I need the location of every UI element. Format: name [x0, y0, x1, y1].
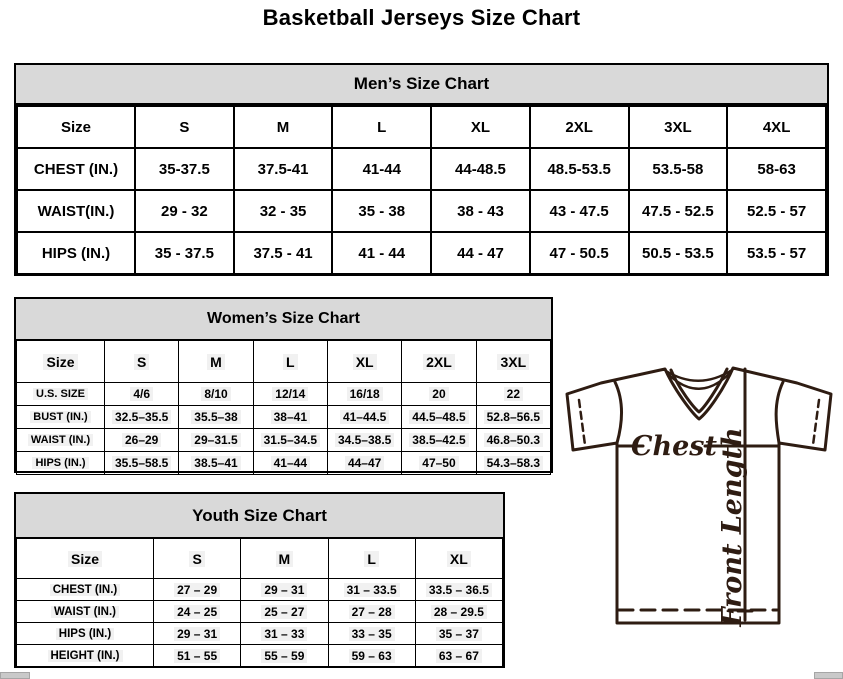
column-header-text: 3XL [497, 354, 529, 370]
size-value-text: 24 – 25 [174, 605, 220, 619]
size-value-text: 35-37.5 [158, 160, 210, 178]
column-header [154, 539, 241, 579]
size-value [327, 406, 401, 429]
size-value [476, 406, 550, 429]
size-value [431, 190, 530, 232]
size-value-text: 29 – 31 [261, 583, 307, 597]
column-header-row [17, 106, 826, 148]
size-value [241, 601, 328, 623]
table-row [17, 232, 826, 274]
size-column-header-text: Size [60, 118, 91, 136]
size-value-text: 37.5-41 [257, 160, 309, 178]
size-value [629, 232, 728, 274]
size-value-text: 38 - 43 [457, 202, 504, 220]
size-value-text: 46.8–50.3 [484, 433, 543, 447]
table-row [17, 579, 503, 601]
size-value [727, 148, 826, 190]
column-header [328, 539, 415, 579]
size-value [629, 190, 728, 232]
size-value [241, 579, 328, 601]
size-value [328, 601, 415, 623]
size-value [476, 429, 550, 452]
size-value [154, 645, 241, 667]
column-header [327, 341, 401, 383]
size-value [332, 148, 431, 190]
size-value-text: 44-48.5 [455, 160, 506, 178]
size-value [179, 406, 253, 429]
size-value-text: 31 – 33 [261, 627, 307, 641]
size-value-text: 50.5 - 53.5 [642, 244, 714, 262]
size-value-text: 38.5–42.5 [409, 433, 468, 447]
size-value-text: 35 - 38 [358, 202, 406, 220]
size-value-text: 27 – 28 [349, 605, 395, 619]
size-value-text: 58-63 [757, 160, 796, 178]
column-header-text: XL [353, 354, 377, 370]
size-value-text: 12/14 [272, 387, 308, 401]
size-value-text: 27 – 29 [174, 583, 220, 597]
column-header [402, 341, 476, 383]
row-label [17, 579, 154, 601]
mens-size-table [16, 105, 827, 275]
column-header [105, 341, 179, 383]
size-value-text: 55 – 59 [261, 649, 307, 663]
column-header-text: M [207, 354, 225, 370]
size-value [234, 148, 333, 190]
size-value [415, 623, 502, 645]
column-header [179, 341, 253, 383]
size-value-text: 41–44.5 [340, 410, 389, 424]
size-value [328, 645, 415, 667]
table-row [17, 406, 551, 429]
size-value [241, 623, 328, 645]
size-value [727, 190, 826, 232]
size-value [327, 452, 401, 475]
size-value [135, 148, 234, 190]
column-header [415, 539, 502, 579]
row-label-text: BUST (IN.) [30, 411, 90, 423]
column-header [234, 106, 333, 148]
size-value-text: 22 [504, 387, 523, 401]
column-header [629, 106, 728, 148]
size-value [154, 601, 241, 623]
size-value [234, 232, 333, 274]
mens-size-chart [14, 63, 829, 276]
size-value [402, 406, 476, 429]
column-header-text: XL [470, 118, 491, 136]
row-label-text: HEIGHT (IN.) [48, 650, 123, 662]
size-value-text: 59 – 63 [349, 649, 395, 663]
size-value-text: 35.5–38 [191, 410, 240, 424]
row-label [17, 148, 135, 190]
size-value [332, 190, 431, 232]
size-value [327, 383, 401, 406]
row-label [17, 429, 105, 452]
size-value [328, 579, 415, 601]
size-value [105, 452, 179, 475]
size-value-text: 51 – 55 [174, 649, 220, 663]
column-header [135, 106, 234, 148]
jersey-outline-icon [567, 368, 831, 623]
size-value [105, 383, 179, 406]
column-header-text: S [179, 118, 190, 136]
table-row [17, 429, 551, 452]
size-value-text: 4/6 [130, 387, 153, 401]
size-value-text: 43 - 47.5 [549, 202, 609, 220]
size-value-text: 63 – 67 [436, 649, 482, 663]
table-row [17, 383, 551, 406]
size-value-text: 29–31.5 [191, 433, 240, 447]
womens-size-chart [14, 297, 553, 473]
size-value-text: 31 – 33.5 [344, 583, 400, 597]
size-value [105, 429, 179, 452]
size-value [332, 232, 431, 274]
column-header [241, 539, 328, 579]
size-value-text: 52.5 - 57 [747, 202, 807, 220]
table-row [17, 148, 826, 190]
size-value-text: 44.5–48.5 [409, 410, 468, 424]
size-value [253, 452, 327, 475]
size-value [476, 452, 550, 475]
column-header-text: S [134, 354, 149, 370]
size-value-text: 41-44 [362, 160, 401, 178]
row-label-text: CHEST (IN.) [50, 584, 121, 596]
column-header-text: L [283, 354, 298, 370]
size-value-text: 54.3–58.3 [484, 456, 543, 470]
column-header [476, 341, 550, 383]
size-value-text: 53.5 - 57 [747, 244, 807, 262]
size-value-text: 47.5 - 52.5 [642, 202, 714, 220]
row-label-text: HIPS (IN.) [32, 457, 88, 469]
size-value [415, 601, 502, 623]
row-label [17, 452, 105, 475]
size-value [402, 452, 476, 475]
row-label [17, 623, 154, 645]
size-column-header-text: Size [43, 354, 77, 370]
size-value [727, 232, 826, 274]
row-label-text: CHEST (IN.) [33, 160, 119, 178]
size-value [241, 645, 328, 667]
column-header-row [17, 539, 503, 579]
table-row [17, 601, 503, 623]
size-value-text: 16/18 [347, 387, 383, 401]
size-value-text: 35.5–58.5 [112, 456, 171, 470]
column-header [253, 341, 327, 383]
size-value [530, 148, 629, 190]
youth-size-chart [14, 492, 505, 668]
size-value [530, 232, 629, 274]
size-value-text: 29 – 31 [174, 627, 220, 641]
size-value [431, 232, 530, 274]
row-label-text: HIPS (IN.) [56, 628, 114, 640]
size-value [135, 190, 234, 232]
column-header-text: S [189, 551, 204, 567]
jersey-measurement-diagram [555, 355, 843, 645]
table-row [17, 190, 826, 232]
horizontal-scrollbar-fragment-right[interactable] [814, 672, 843, 679]
table-row [17, 452, 551, 475]
row-label-text: HIPS (IN.) [41, 244, 111, 262]
size-value [328, 623, 415, 645]
column-header-text: 3XL [664, 118, 692, 136]
youth-size-table [16, 538, 503, 667]
size-value [154, 623, 241, 645]
column-header-text: 2XL [423, 354, 455, 370]
size-value-text: 28 – 29.5 [431, 605, 487, 619]
size-value [154, 579, 241, 601]
size-value [402, 429, 476, 452]
size-value [629, 148, 728, 190]
size-value-text: 32 - 35 [259, 202, 307, 220]
row-label-text: WAIST(IN.) [37, 202, 115, 220]
column-header-text: L [377, 118, 387, 136]
size-value-text: 38–41 [271, 410, 310, 424]
size-value [402, 383, 476, 406]
page-title: Basketball Jerseys Size Chart [262, 5, 581, 30]
mens-chart-title: Men’s Size Chart [16, 65, 827, 105]
size-value-text: 31.5–34.5 [261, 433, 320, 447]
front-length-label: Front Length [717, 427, 748, 627]
size-value-text: 8/10 [201, 387, 230, 401]
size-value-text: 52.8–56.5 [484, 410, 543, 424]
row-label-text: WAIST (IN.) [28, 434, 93, 446]
size-value-text: 53.5-58 [652, 160, 704, 178]
size-value-text: 44 - 47 [457, 244, 504, 262]
size-value [327, 429, 401, 452]
size-value-text: 33.5 – 36.5 [426, 583, 492, 597]
size-value-text: 34.5–38.5 [335, 433, 394, 447]
column-header-text: L [364, 551, 379, 567]
size-value-text: 35 – 37 [436, 627, 482, 641]
size-value-text: 25 – 27 [261, 605, 307, 619]
row-label [17, 383, 105, 406]
size-value-text: 26–29 [122, 433, 161, 447]
size-value-text: 35 - 37.5 [154, 244, 214, 262]
column-header-text: 2XL [565, 118, 593, 136]
column-header [431, 106, 530, 148]
row-label-text: WAIST (IN.) [51, 606, 119, 618]
size-value [179, 429, 253, 452]
horizontal-scrollbar-fragment-left[interactable] [0, 672, 30, 679]
row-label-text: U.S. SIZE [33, 388, 88, 400]
size-value-text: 38.5–41 [191, 456, 240, 470]
column-header [530, 106, 629, 148]
table-row [17, 645, 503, 667]
column-header-text: 4XL [762, 118, 791, 136]
size-column-header [17, 106, 135, 148]
size-value [253, 406, 327, 429]
size-value-text: 41 - 44 [358, 244, 406, 262]
size-value-text: 47–50 [419, 456, 458, 470]
size-value-text: 33 – 35 [349, 627, 395, 641]
size-value [253, 383, 327, 406]
size-column-header [17, 539, 154, 579]
size-value-text: 47 - 50.5 [549, 244, 609, 262]
column-header-text: XL [447, 551, 471, 567]
size-value [105, 406, 179, 429]
size-value [476, 383, 550, 406]
womens-size-table [16, 340, 551, 475]
size-value [431, 148, 530, 190]
column-header [332, 106, 431, 148]
size-value [135, 232, 234, 274]
row-label [17, 645, 154, 667]
size-value [415, 579, 502, 601]
column-header-row [17, 341, 551, 383]
size-value [179, 452, 253, 475]
row-label [17, 406, 105, 429]
column-header-text: M [276, 551, 294, 567]
row-label [17, 232, 135, 274]
size-value [179, 383, 253, 406]
size-column-header [17, 341, 105, 383]
size-value-text: 41–44 [271, 456, 310, 470]
column-header [727, 106, 826, 148]
size-value [415, 645, 502, 667]
chest-label: Chest [631, 431, 717, 462]
column-header-text: M [276, 118, 290, 136]
size-value-text: 29 - 32 [161, 202, 208, 220]
row-label [17, 190, 135, 232]
size-value-text: 32.5–35.5 [112, 410, 171, 424]
size-value [530, 190, 629, 232]
size-value-text: 48.5-53.5 [547, 160, 611, 178]
youth-chart-title: Youth Size Chart [16, 494, 503, 538]
size-value [253, 429, 327, 452]
size-column-header-text: Size [68, 551, 102, 567]
size-value-text: 37.5 - 41 [253, 244, 313, 262]
table-row [17, 623, 503, 645]
row-label [17, 601, 154, 623]
size-value-text: 20 [429, 387, 448, 401]
size-value-text: 44–47 [345, 456, 384, 470]
womens-chart-title: Women’s Size Chart [16, 299, 551, 340]
size-value [234, 190, 333, 232]
